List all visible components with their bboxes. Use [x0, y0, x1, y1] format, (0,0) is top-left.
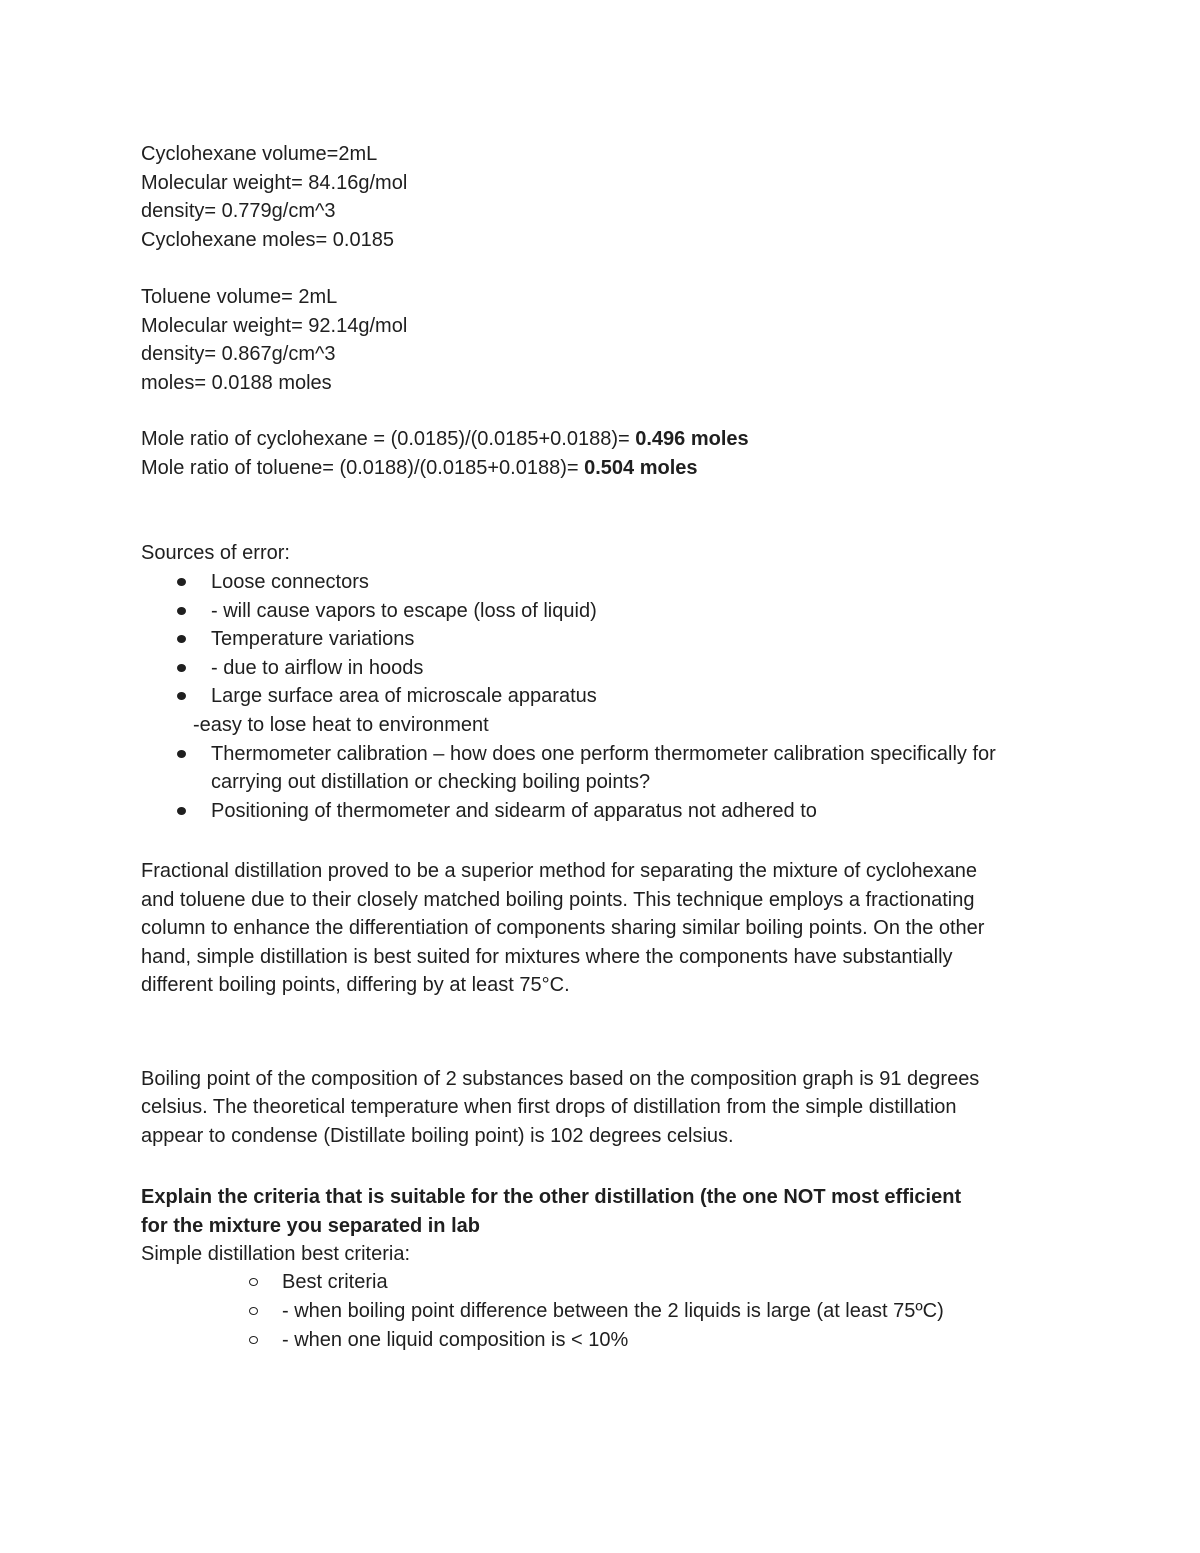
hollow-bullet-icon — [249, 1278, 258, 1286]
toluene-density: density= 0.867g/cm^3 — [141, 343, 336, 365]
bullet-icon — [177, 692, 186, 700]
question-heading: Explain the criteria that is suitable for the other distillation (the one NOT most efficient — [141, 1186, 962, 1208]
hollow-bullet-icon — [249, 1307, 258, 1315]
paragraph-line: Boiling point of the composition of 2 substances based on the composition graph is 91 degrees — [141, 1068, 980, 1090]
mole-ratio-toluene — [141, 454, 698, 482]
paragraph-line: Fractional distillation proved to be a superior method for separating the mixture of cyclohexane — [141, 860, 978, 882]
criteria-subheading: Simple distillation best criteria: — [141, 1243, 410, 1265]
errors-note: -easy to lose heat to environment — [193, 714, 489, 736]
paragraph-line: different boiling points, differing by at least 75°C. — [141, 974, 570, 996]
toluene-molecular-weight: Molecular weight= 92.14g/mol — [141, 315, 408, 337]
mole-ratio-cyclohexane-formula: Mole ratio of cyclohexane = (0.0185)/(0.0185+0.0188)= — [141, 428, 636, 450]
list-item-text: Best criteria — [282, 1271, 388, 1293]
paragraph-line: celsius. The theoretical temperature when first drops of distillation from the simple distillation — [141, 1096, 957, 1118]
paragraph-line: appear to condense (Distillate boiling point) is 102 degrees celsius. — [141, 1125, 734, 1147]
toluene-volume: Toluene volume= 2mL — [141, 286, 338, 308]
errors-heading: Sources of error: — [141, 542, 290, 564]
cyclohexane-volume: Cyclohexane volume=2mL — [141, 143, 378, 165]
hollow-bullet-icon — [249, 1336, 258, 1344]
mole-ratio-cyclohexane-value: 0.496 moles — [635, 428, 749, 450]
paragraph-line: column to enhance the differentiation of components sharing similar boiling points. On the other — [141, 917, 985, 939]
mole-ratio-toluene-value: 0.504 moles — [584, 457, 698, 479]
paragraph-line: and toluene due to their closely matched boiling points. This technique employs a fractionating — [141, 889, 975, 911]
bullet-icon — [177, 807, 186, 815]
mole-ratio-toluene-formula: Mole ratio of toluene= (0.0188)/(0.0185+0.0188)= — [141, 457, 585, 479]
bullet-icon — [177, 635, 186, 643]
list-item-text: Temperature variations — [211, 628, 415, 650]
list-item-text: Thermometer calibration – how does one perform thermometer calibration specifically for — [211, 743, 996, 765]
paragraph-line: hand, simple distillation is best suited for mixtures where the components have substantially — [141, 946, 953, 968]
bullet-icon — [177, 664, 186, 672]
bullet-icon — [177, 578, 186, 586]
cyclohexane-molecular-weight: Molecular weight= 84.16g/mol — [141, 172, 408, 194]
bullet-icon — [177, 750, 186, 758]
list-item-text: - will cause vapors to escape (loss of liquid) — [211, 600, 597, 622]
list-item-text: - due to airflow in hoods — [211, 657, 424, 679]
cyclohexane-density: density= 0.779g/cm^3 — [141, 200, 336, 222]
list-item-text: - when boiling point difference between the 2 liquids is large (at least 75ºC) — [282, 1300, 944, 1322]
list-item-text: - when one liquid composition is < 10% — [282, 1329, 629, 1351]
list-item-continuation: carrying out distillation or checking boiling points? — [211, 771, 651, 793]
toluene-moles: moles= 0.0188 moles — [141, 372, 332, 394]
mole-ratio-cyclohexane — [141, 425, 749, 453]
cyclohexane-moles: Cyclohexane moles= 0.0185 — [141, 229, 394, 251]
list-item-text: Loose connectors — [211, 571, 369, 593]
bullet-icon — [177, 607, 186, 615]
question-heading-continuation: for the mixture you separated in lab — [141, 1215, 480, 1237]
list-item-text: Large surface area of microscale apparatus — [211, 685, 597, 707]
list-item-text: Positioning of thermometer and sidearm of apparatus not adhered to — [211, 800, 817, 822]
